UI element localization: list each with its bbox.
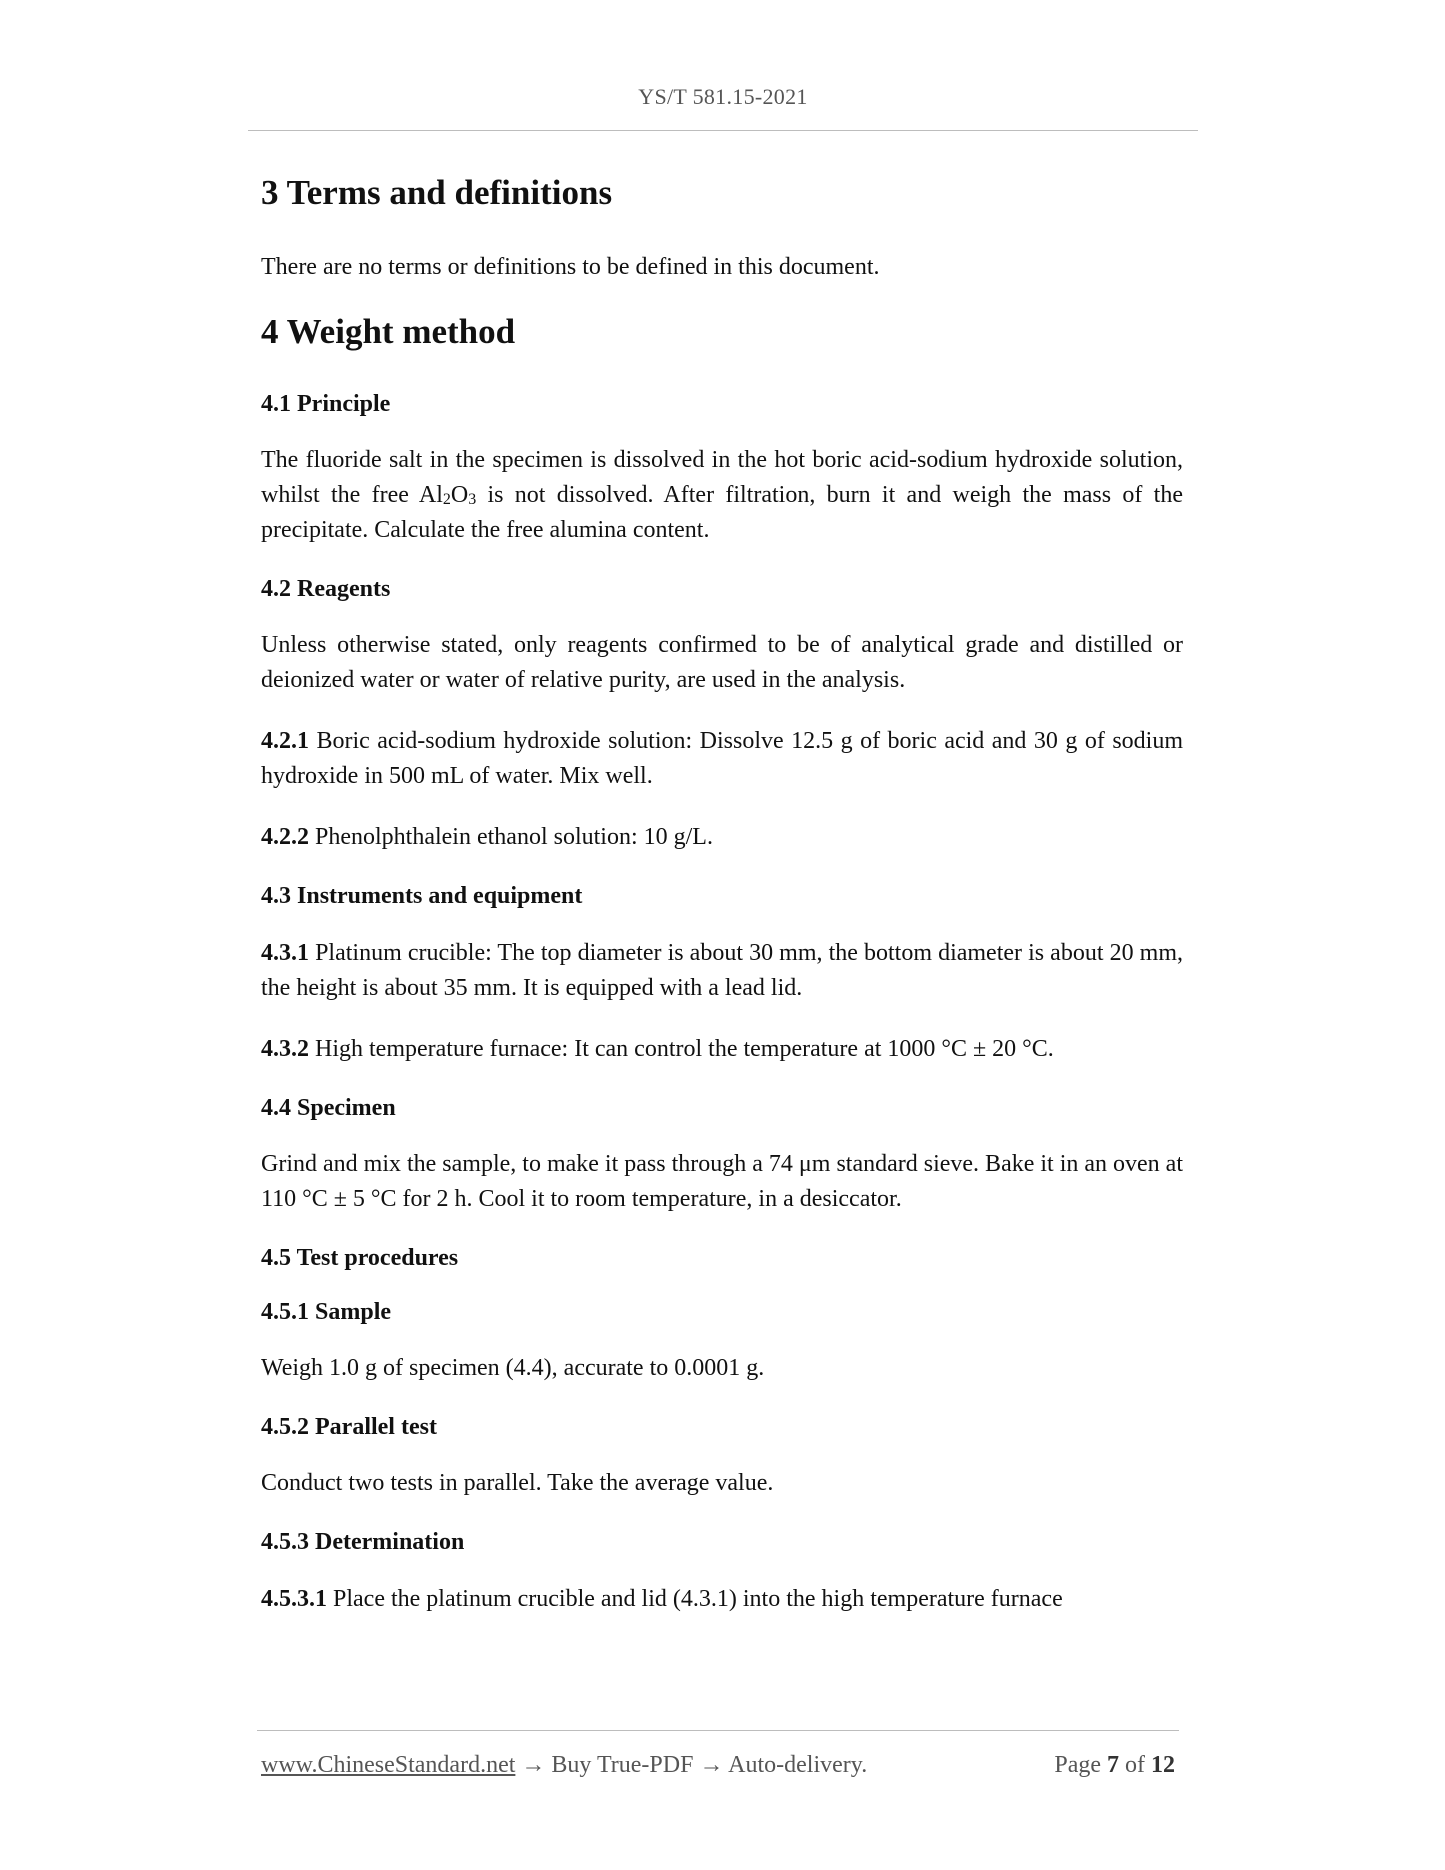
section-4-2-title: 4.2 Reagents bbox=[261, 576, 391, 603]
page-header: YS/T 581.15-2021 bbox=[638, 84, 808, 109]
section-4-4-title: 4.4 Specimen bbox=[261, 1094, 396, 1121]
section-4-5-1-title: 4.5.1 Sample bbox=[261, 1298, 392, 1325]
section-4-5-2-text: Conduct two tests in parallel. Take the average value. bbox=[261, 1470, 774, 1497]
auto-delivery-text: Auto-delivery. bbox=[723, 1752, 868, 1778]
header-divider bbox=[248, 130, 1198, 131]
total-pages: 12 bbox=[1151, 1752, 1175, 1778]
section-4-1-text: The fluoride salt in the specimen is dissolved in the hot boric acid-sodium hydroxide solution, whilst the free $Al_2O_3$ is not dissolved. After filtration, burn it and weigh the mass of the precipitate. Calculate the free alumina content. bbox=[261, 447, 1183, 544]
buy-true-pdf-text: Buy True-PDF bbox=[545, 1752, 700, 1778]
arrow-right-icon: → bbox=[699, 1752, 724, 1778]
footer-divider bbox=[257, 1730, 1179, 1731]
section-4-title: 4 Weight method bbox=[261, 312, 516, 351]
website-link[interactable]: www.ChineseStandard.net bbox=[261, 1752, 516, 1778]
section-4-5-2-title: 4.5.2 Parallel test bbox=[261, 1414, 437, 1441]
section-4-2-text: Unless otherwise stated, only reagents confirmed to be of analytical grade and distilled or deionized water or water of relative purity, are used in the analysis. bbox=[261, 632, 1183, 694]
current-page: 7 bbox=[1107, 1752, 1119, 1778]
section-3-title: 3 Terms and definitions bbox=[261, 173, 613, 212]
page-number: Page 7 of 12 bbox=[1054, 1752, 1175, 1778]
section-3-text: There are no terms or definitions to be defined in this document. bbox=[261, 254, 880, 280]
section-4-5-3-title: 4.5.3 Determination bbox=[261, 1529, 465, 1556]
item-4-5-3-1: 4.5.3.1 Place the platinum crucible and lid (4.3.1) into the high temperature furnace bbox=[261, 1585, 1063, 1612]
section-4-3-title: 4.3 Instruments and equipment bbox=[261, 883, 583, 910]
footer-promo bbox=[261, 1752, 867, 1779]
section-4-5-1-text: Weigh 1.0 g of specimen (4.4), accurate to 0.0001 g. bbox=[261, 1355, 765, 1382]
item-4-3-2: 4.3.2 High temperature furnace: It can control the temperature at 1000 °C ± 20 °C. bbox=[261, 1035, 1054, 1062]
section-4-5-title: 4.5 Test procedures bbox=[261, 1244, 459, 1271]
item-4-2-1: 4.2.1 Boric acid-sodium hydroxide solution: Dissolve 12.5 g of boric acid and 30 g of sodium hydroxide in 500 mL of water. Mix well. bbox=[261, 728, 1183, 790]
section-4-4-text: Grind and mix the sample, to make it pass through a 74 μm standard sieve. Bake it in an oven at 110 °C ± 5 °C for 2 h. Cool it to room temperature, in a desiccator. bbox=[261, 1150, 1183, 1212]
item-4-2-2: 4.2.2 Phenolphthalein ethanol solution: 10 g/L. bbox=[261, 824, 713, 851]
item-4-3-1: 4.3.1 Platinum crucible: The top diameter is about 30 mm, the bottom diameter is about 20 mm, the height is about 35 mm. It is equipped with a lead lid. bbox=[261, 939, 1183, 1001]
arrow-right-icon: → bbox=[521, 1752, 546, 1778]
section-4-1-title: 4.1 Principle bbox=[261, 391, 391, 417]
document-body bbox=[261, 172, 1183, 1643]
